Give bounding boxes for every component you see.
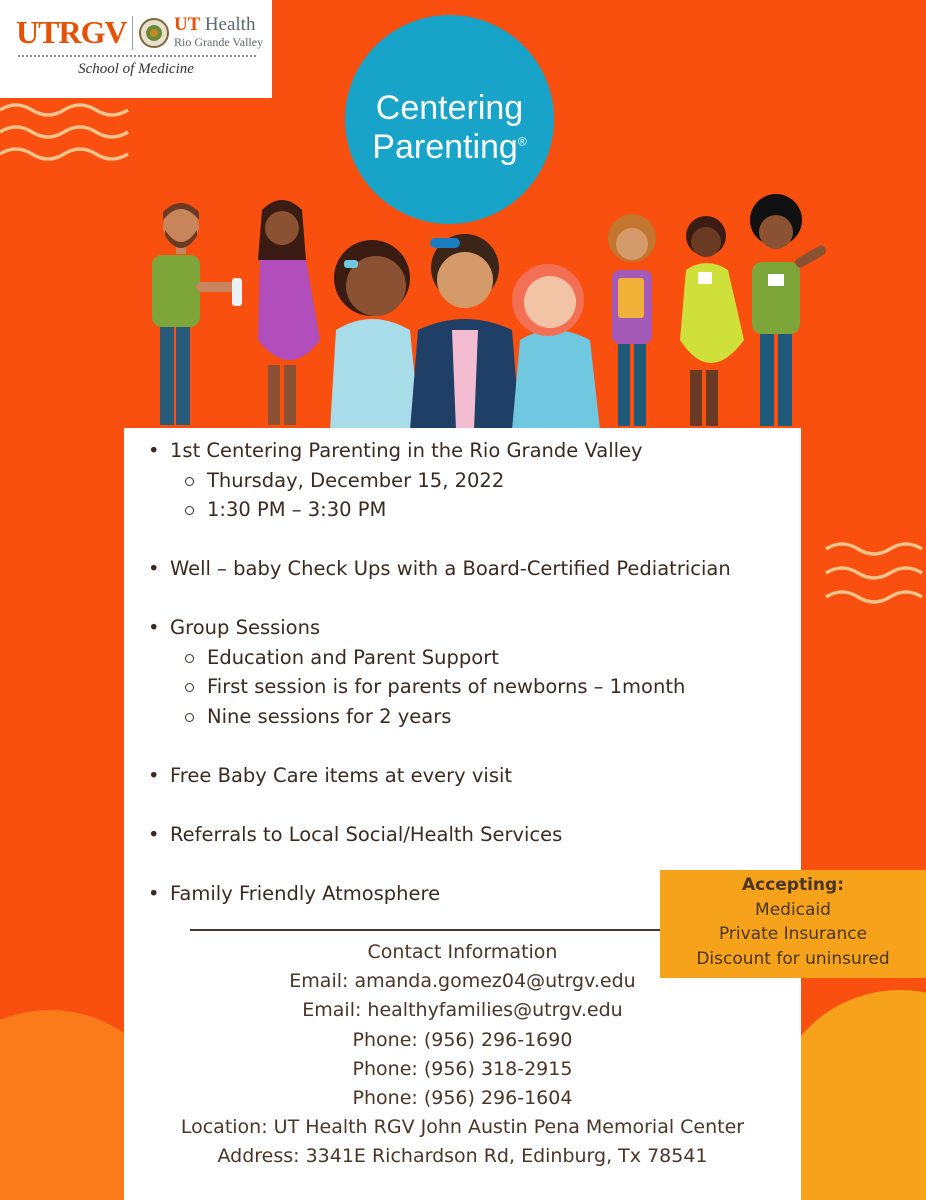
- parents-group-illustration: [140, 190, 850, 430]
- contact-phone: Phone: (956) 296-1690: [352, 1028, 573, 1051]
- contact-phone: Phone: (956) 318-2915: [352, 1057, 573, 1080]
- squiggle-decoration-right: [822, 535, 926, 615]
- contact-location: Location: UT Health RGV John Austin Pena Memorial Center: [180, 1116, 745, 1139]
- accepting-item: Medicaid: [755, 899, 831, 920]
- bullet-item: • Referrals to Local Social/Health Services: [148, 820, 798, 850]
- rio-grande-valley-label: Rio Grande Valley: [174, 35, 264, 49]
- woman-notebook-figure: [608, 214, 656, 426]
- event-bullet-list: [148, 436, 798, 908]
- event-details-card: [124, 428, 801, 1200]
- contact-phone: Phone: (956) 296-1604: [352, 1087, 573, 1110]
- logo-dotted-divider: [18, 55, 256, 57]
- brand-line-centering: Centering: [375, 89, 524, 127]
- contact-email-link[interactable]: Email: amanda.gomez04@utrgv.edu: [289, 970, 636, 993]
- logo-separator: [132, 16, 133, 50]
- sub-bullet-item: Thursday, December 15, 2022: [148, 466, 798, 496]
- pregnant-woman-yellow-figure: [680, 216, 744, 426]
- accepting-item: Private Insurance: [718, 924, 868, 944]
- bullet-item: • Well – baby Check Ups with a Board-Certified Pediatrician: [148, 554, 798, 584]
- man-figure: [152, 203, 242, 425]
- school-of-medicine-label: School of Medicine: [78, 61, 194, 77]
- bullet-item: • 1st Centering Parenting in the Rio Grande Valley: [148, 436, 798, 466]
- contact-address: Address: 3341E Richardson Rd, Edinburg, Tx 78541: [217, 1145, 708, 1168]
- accepting-insurance-box: [660, 870, 926, 978]
- contact-email-link[interactable]: Email: healthyfamilies@utrgv.edu: [302, 999, 623, 1022]
- bullet-item: • Family Friendly Atmosphere: [148, 879, 798, 909]
- bullet-item: • Group Sessions: [148, 613, 798, 643]
- brand-line-parenting: Parenting®: [372, 128, 527, 166]
- utrgv-wordmark: UTRGV: [16, 14, 127, 50]
- woman-waving-figure: [750, 194, 828, 426]
- woman-red-hair-figure: [512, 264, 600, 430]
- sub-bullet-item: First session is for parents of newborns – 1month: [148, 672, 798, 702]
- woman-light-blue-figure: [330, 240, 420, 430]
- utrgv-logo: [0, 0, 272, 98]
- squiggle-decoration-left: [0, 98, 135, 168]
- accepting-item: Discount for uninsured: [696, 948, 890, 969]
- section-divider: [190, 929, 670, 931]
- pregnant-woman-pink-figure: [258, 200, 320, 425]
- accepting-heading: Accepting:: [741, 875, 845, 895]
- woman-navy-jacket-figure: [410, 234, 520, 430]
- sub-bullet-item: Education and Parent Support: [148, 643, 798, 673]
- ut-health-wordmark: UT Health: [174, 14, 256, 35]
- sub-bullet-item: Nine sessions for 2 years: [148, 702, 798, 732]
- sub-bullet-item: 1:30 PM – 3:30 PM: [148, 495, 798, 525]
- contact-heading: Contact Information: [367, 941, 558, 963]
- bullet-item: • Free Baby Care items at every visit: [148, 761, 798, 791]
- ut-health-seal-icon: [138, 17, 170, 49]
